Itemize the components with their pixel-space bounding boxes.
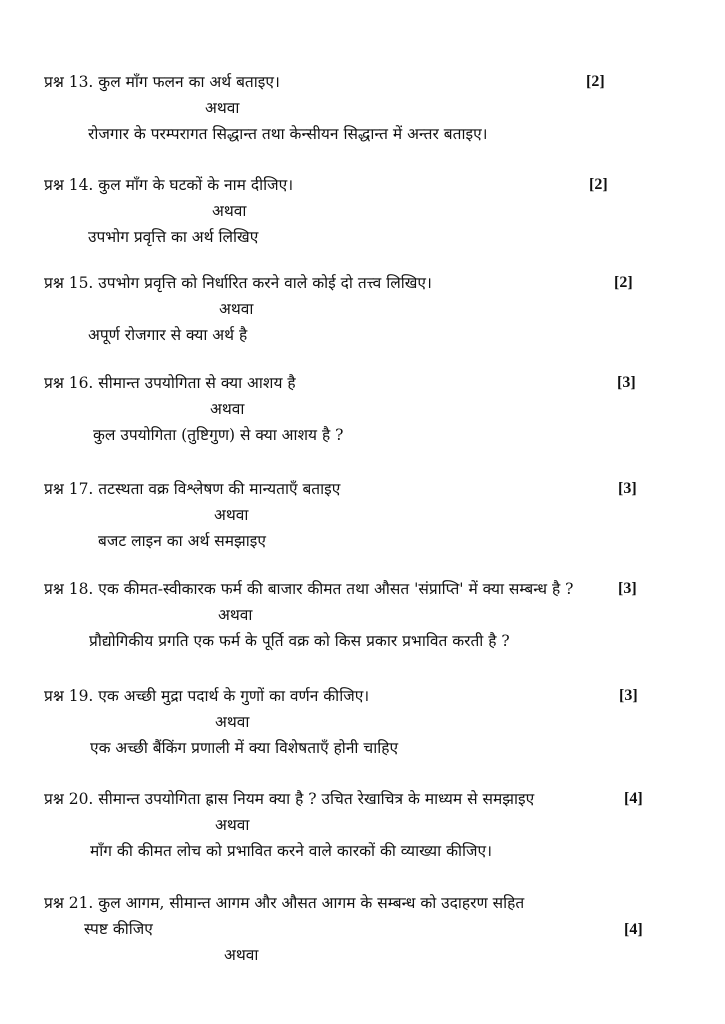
question-13-text xyxy=(44,72,280,92)
question-17-alternative: बजट लाइन का अर्थ समझाइए xyxy=(98,532,266,550)
or-label: अथवा xyxy=(224,946,259,964)
or-label: अथवा xyxy=(215,816,250,834)
question-label: प्रश्न 19. xyxy=(44,687,94,705)
question-21-marks: [4] xyxy=(624,921,643,938)
question-14-marks: [2] xyxy=(589,176,608,193)
question-label: प्रश्न 16. xyxy=(44,374,94,392)
question-label: प्रश्न 14. xyxy=(44,176,94,194)
question-text: उपभोग प्रवृत्ति को निर्धारित करने वाले कोई दो तत्त्व लिखिए। xyxy=(98,274,432,292)
question-19-marks: [3] xyxy=(619,687,638,704)
question-label: प्रश्न 17. xyxy=(44,480,94,498)
question-label: प्रश्न 20. xyxy=(44,790,94,808)
question-17-text xyxy=(44,479,340,499)
question-text: तटस्थता वक्र विश्लेषण की मान्यताएँ बताइए xyxy=(98,480,341,498)
question-15-marks: [2] xyxy=(614,274,633,291)
question-18-alternative: प्रौद्योगिकीय प्रगति एक फर्म के पूर्ति वक्र को किस प्रकार प्रभावित करती है ? xyxy=(89,632,510,650)
question-label: प्रश्न 18. xyxy=(44,580,94,598)
question-19-text xyxy=(44,686,369,706)
question-18-text xyxy=(44,579,573,599)
question-20-text xyxy=(44,789,534,809)
question-16-text xyxy=(44,373,296,393)
question-text: कुल माँग के घटकों के नाम दीजिए। xyxy=(98,176,294,194)
question-14-text xyxy=(44,175,293,195)
question-15-text xyxy=(44,273,432,293)
or-label: अथवा xyxy=(212,202,247,220)
question-18-marks: [3] xyxy=(618,580,637,597)
question-21-text xyxy=(44,893,524,913)
question-text: एक अच्छी मुद्रा पदार्थ के गुणों का वर्णन कीजिए। xyxy=(98,687,370,705)
question-13-alternative: रोजगार के परम्परागत सिद्धान्त तथा केन्सीयन सिद्धान्त में अन्तर बताइए। xyxy=(88,125,488,143)
question-21-text-continued: स्पष्ट कीजिए xyxy=(84,920,153,938)
or-label: अथवा xyxy=(215,713,250,731)
question-19-alternative: एक अच्छी बैंकिंग प्रणाली में क्या विशेषताएँ होनी चाहिए xyxy=(90,739,399,757)
question-text: कुल आगम, सीमान्त आगम और औसत आगम के सम्बन्ध को उदाहरण सहित xyxy=(98,894,525,912)
or-label: अथवा xyxy=(205,99,240,117)
question-text: एक कीमत-स्वीकारक फर्म की बाजार कीमत तथा औसत 'संप्राप्ति' में क्या सम्बन्ध है ? xyxy=(98,580,574,598)
question-label: प्रश्न 15. xyxy=(44,274,94,292)
or-label: अथवा xyxy=(219,300,254,318)
question-text: कुल माँग फलन का अर्थ बताइए। xyxy=(98,73,280,91)
question-13-marks: [2] xyxy=(586,73,605,90)
question-label: प्रश्न 21. xyxy=(44,894,94,912)
or-label: अथवा xyxy=(214,506,249,524)
question-16-marks: [3] xyxy=(617,374,636,391)
question-17-marks: [3] xyxy=(618,480,637,497)
question-label: प्रश्न 13. xyxy=(44,73,94,91)
or-label: अथवा xyxy=(218,606,253,624)
question-text: सीमान्त उपयोगिता से क्या आशय है xyxy=(98,374,296,392)
or-label: अथवा xyxy=(210,400,245,418)
question-15-alternative: अपूर्ण रोजगार से क्या अर्थ है xyxy=(88,326,248,344)
question-20-alternative: माँग की कीमत लोच को प्रभावित करने वाले कारकों की व्याख्या कीजिए। xyxy=(90,842,492,860)
question-14-alternative: उपभोग प्रवृत्ति का अर्थ लिखिए xyxy=(88,228,259,246)
question-16-alternative: कुल उपयोगिता (तुष्टिगुण) से क्या आशय है ? xyxy=(93,426,344,444)
question-20-marks: [4] xyxy=(624,790,643,807)
question-text: सीमान्त उपयोगिता ह्रास नियम क्या है ? उचित रेखाचित्र के माध्यम से समझाइए xyxy=(98,790,535,808)
